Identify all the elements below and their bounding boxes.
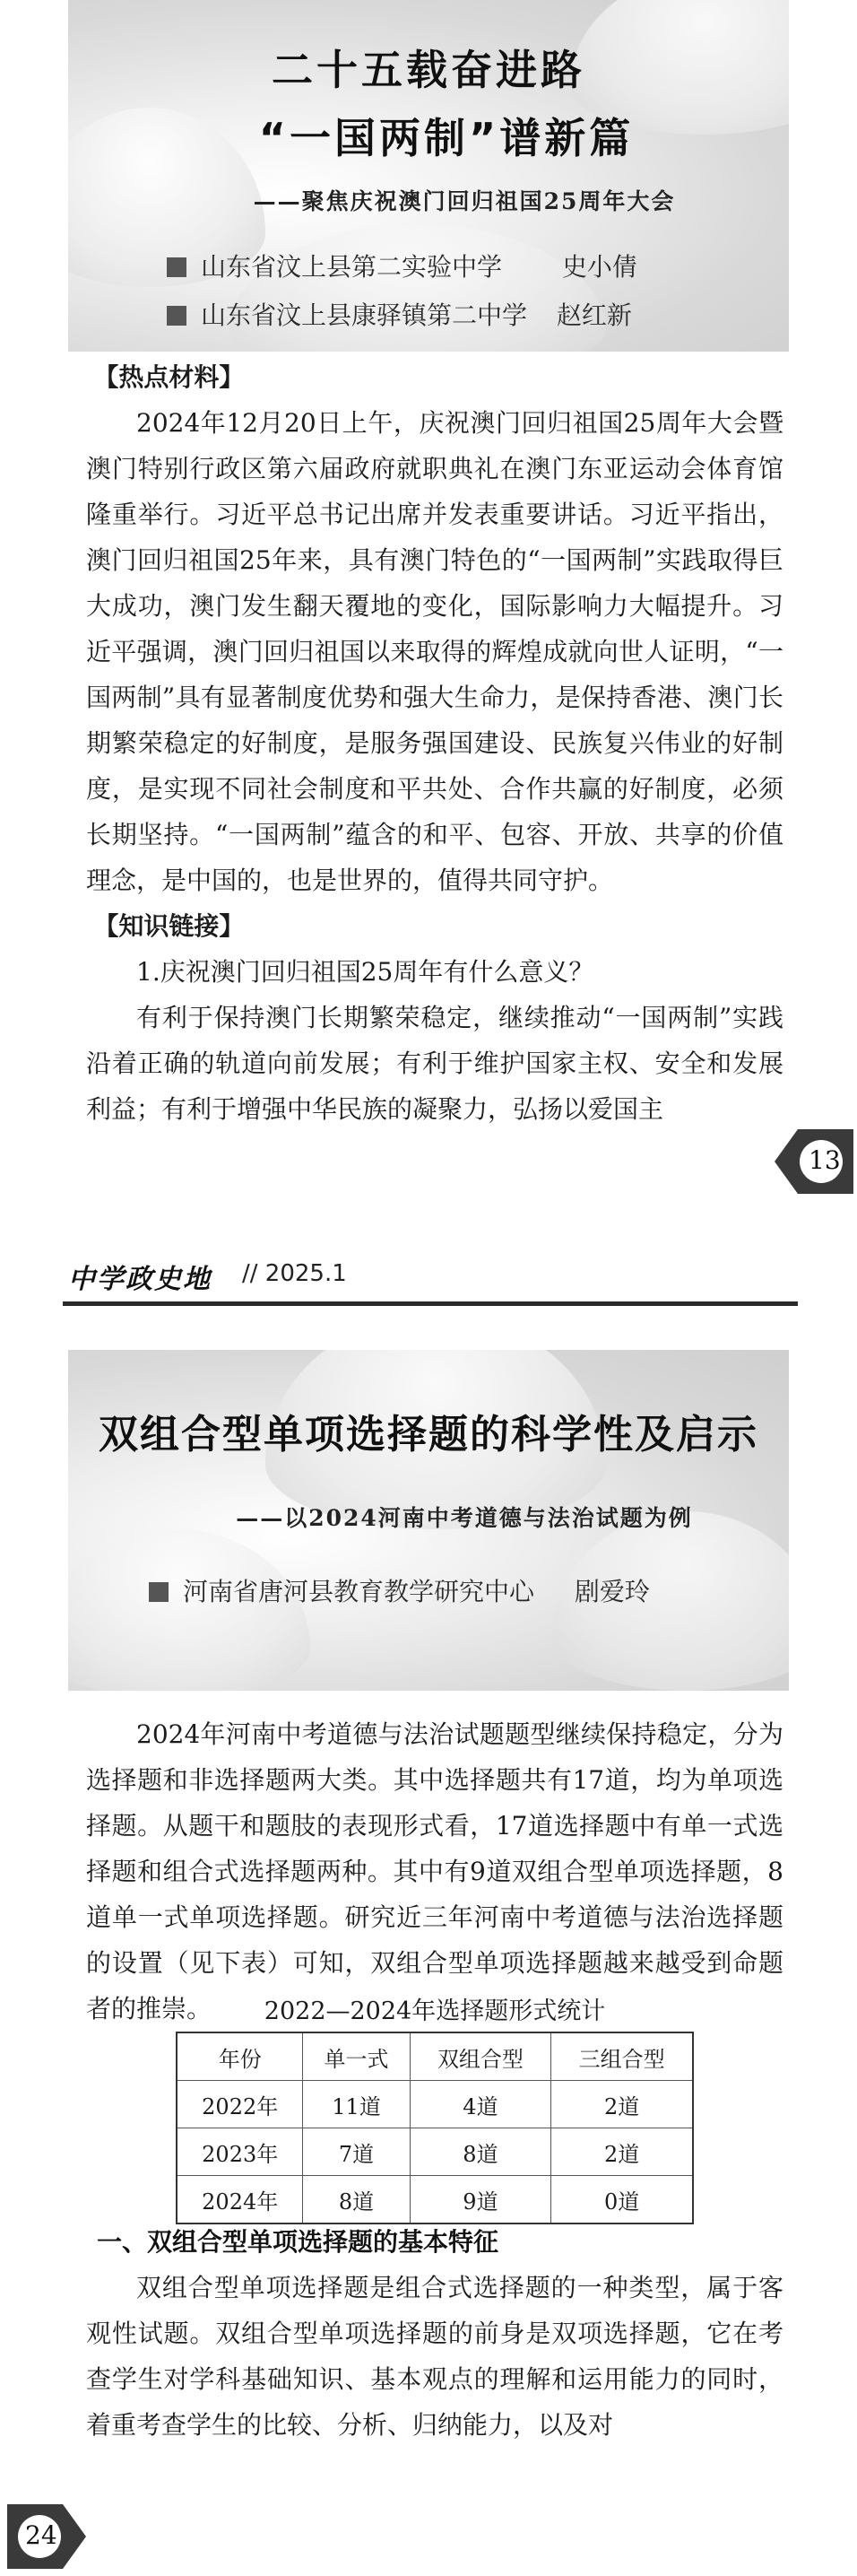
table-row (177, 2128, 693, 2176)
page-13 (0, 0, 857, 1202)
running-head (63, 1251, 798, 1306)
author-org: 山东省汶上县第二实验中学 (201, 252, 503, 282)
lotus-decoration (68, 1529, 310, 1691)
square-bullet-icon (149, 1582, 169, 1602)
issue-number: // 2025.1 (242, 1260, 347, 1287)
hot-material-tag: 【热点材料】 (93, 362, 245, 392)
table-cell: 2道 (551, 2128, 693, 2176)
author-line (167, 296, 632, 332)
table-cell: 2023年 (177, 2128, 303, 2176)
table-cell: 8道 (303, 2176, 410, 2224)
article1-title-line2: “一国两制”谱新篇 (258, 114, 635, 162)
table-cell: 0道 (551, 2176, 693, 2224)
lotus-decoration (229, 224, 606, 352)
table-cell: 2022年 (177, 2081, 303, 2128)
article2-intro (86, 1711, 783, 2032)
table-header-cell: 单一式 (303, 2032, 410, 2081)
answer-1: 有利于保持澳门长期繁荣稳定，继续推动“一国两制”实践沿着正确的轨道向前发展；有利于维护国家主权、安全和发展利益；有利于增强中华民族的凝聚力，弘扬以爱国主 (86, 1003, 783, 1124)
question-1: 1.庆祝澳门回归祖国25周年有什么意义？ (136, 957, 594, 987)
section1-paragraph: 双组合型单项选择题是组合式选择题的一种类型，属于客观性试题。双组合型单项选择题的前身是双项选择题，它在考查学生对学科基础知识、基本观点的理解和运用能力的同时，着重考查学生的比较、分析、归纳能力，以及对 (86, 2273, 783, 2440)
section1-body (86, 2265, 783, 2448)
square-bullet-icon (167, 257, 186, 277)
table-cell: 2024年 (177, 2176, 303, 2224)
table-cell: 2道 (551, 2081, 693, 2128)
page-number: 13 (809, 1145, 841, 1175)
table-row (177, 2176, 693, 2224)
author-name: 赵红新 (556, 300, 632, 330)
author-org: 山东省汶上县康驿镇第二中学 (201, 300, 528, 330)
table-cell: 4道 (410, 2081, 550, 2128)
article1-subtitle: ——聚焦庆祝澳门回归祖国25周年大会 (253, 188, 676, 214)
author-name: 剧爱玲 (574, 1577, 650, 1606)
table-caption: 2022—2024年选择题形式统计 (264, 1997, 606, 2025)
table-header-cell: 双组合型 (410, 2032, 550, 2081)
page-number-marker (7, 2501, 90, 2572)
square-bullet-icon (167, 306, 186, 326)
statistics-table (176, 2032, 694, 2224)
article2-subtitle: ——以2024河南中考道德与法治试题为例 (236, 1505, 693, 1531)
table-cell: 11道 (303, 2081, 410, 2128)
table-row (177, 2081, 693, 2128)
table-header-row (177, 2032, 693, 2081)
author-line (149, 1572, 650, 1608)
author-name: 史小倩 (561, 252, 637, 282)
article2-title: 双组合型单项选择题的科学性及启示 (99, 1412, 758, 1458)
page-number-marker (771, 1126, 853, 1197)
article1-title-line1: 二十五载奋进路 (272, 46, 585, 94)
table-header-cell: 年份 (177, 2032, 303, 2081)
page-number: 24 (25, 2520, 57, 2550)
table-cell: 9道 (410, 2176, 550, 2224)
page-24 (0, 1202, 857, 2576)
article1-body (86, 354, 783, 1132)
table-cell: 7道 (303, 2128, 410, 2176)
intro-paragraph: 2024年河南中考道德与法治试题题型继续保持稳定，分为选择题和非选择题两大类。其中选择题共有17道，均为单项选择题。从题干和题肢的表现形式看，17道选择题中有单一式选择题和组合式选择题两种。其中有9道双组合型单项选择题，8道单一式单项选择题。研究近三年河南中考道德与法治选择题的设置（见下表）可知，双组合型单项选择题越来越受到命题者的推崇。 (86, 1719, 783, 2023)
article2-header-banner (68, 1350, 789, 1691)
author-org: 河南省唐河县教育教学研究中心 (183, 1577, 535, 1606)
hot-material-text: 2024年12月20日上午，庆祝澳门回归祖国25周年大会暨澳门特别行政区第六届政府就职典礼在澳门东亚运动会体育馆隆重举行。习近平总书记出席并发表重要讲话。习近平指出，澳门回归祖国25年来，具有澳门特色的“一国两制”实践取得巨大成功，澳门发生翻天覆地的变化，国际影响力大幅提升。习近平强调，澳门回归祖国以来取得的辉煌成就向世人证明，“一国两制”具有显著制度优势和强大生命力，是保持香港、澳门长期繁荣稳定的好制度，是服务强国建设、民族复兴伟业的好制度，是实现不同社会制度和平共处、合作共赢的好制度，必须长期坚持。“一国两制”蕴含的和平、包容、开放、共享的价值理念，是中国的，也是世界的，值得共同守护。 (86, 408, 783, 895)
knowledge-link-tag: 【知识链接】 (93, 911, 245, 941)
table-cell: 8道 (410, 2128, 550, 2176)
section1-heading: 一、双组合型单项选择题的基本特征 (97, 2227, 499, 2257)
table-header-cell: 三组合型 (551, 2032, 693, 2081)
article1-header-banner (68, 0, 789, 352)
magazine-name: 中学政史地 (68, 1264, 212, 1295)
author-line (167, 248, 637, 283)
